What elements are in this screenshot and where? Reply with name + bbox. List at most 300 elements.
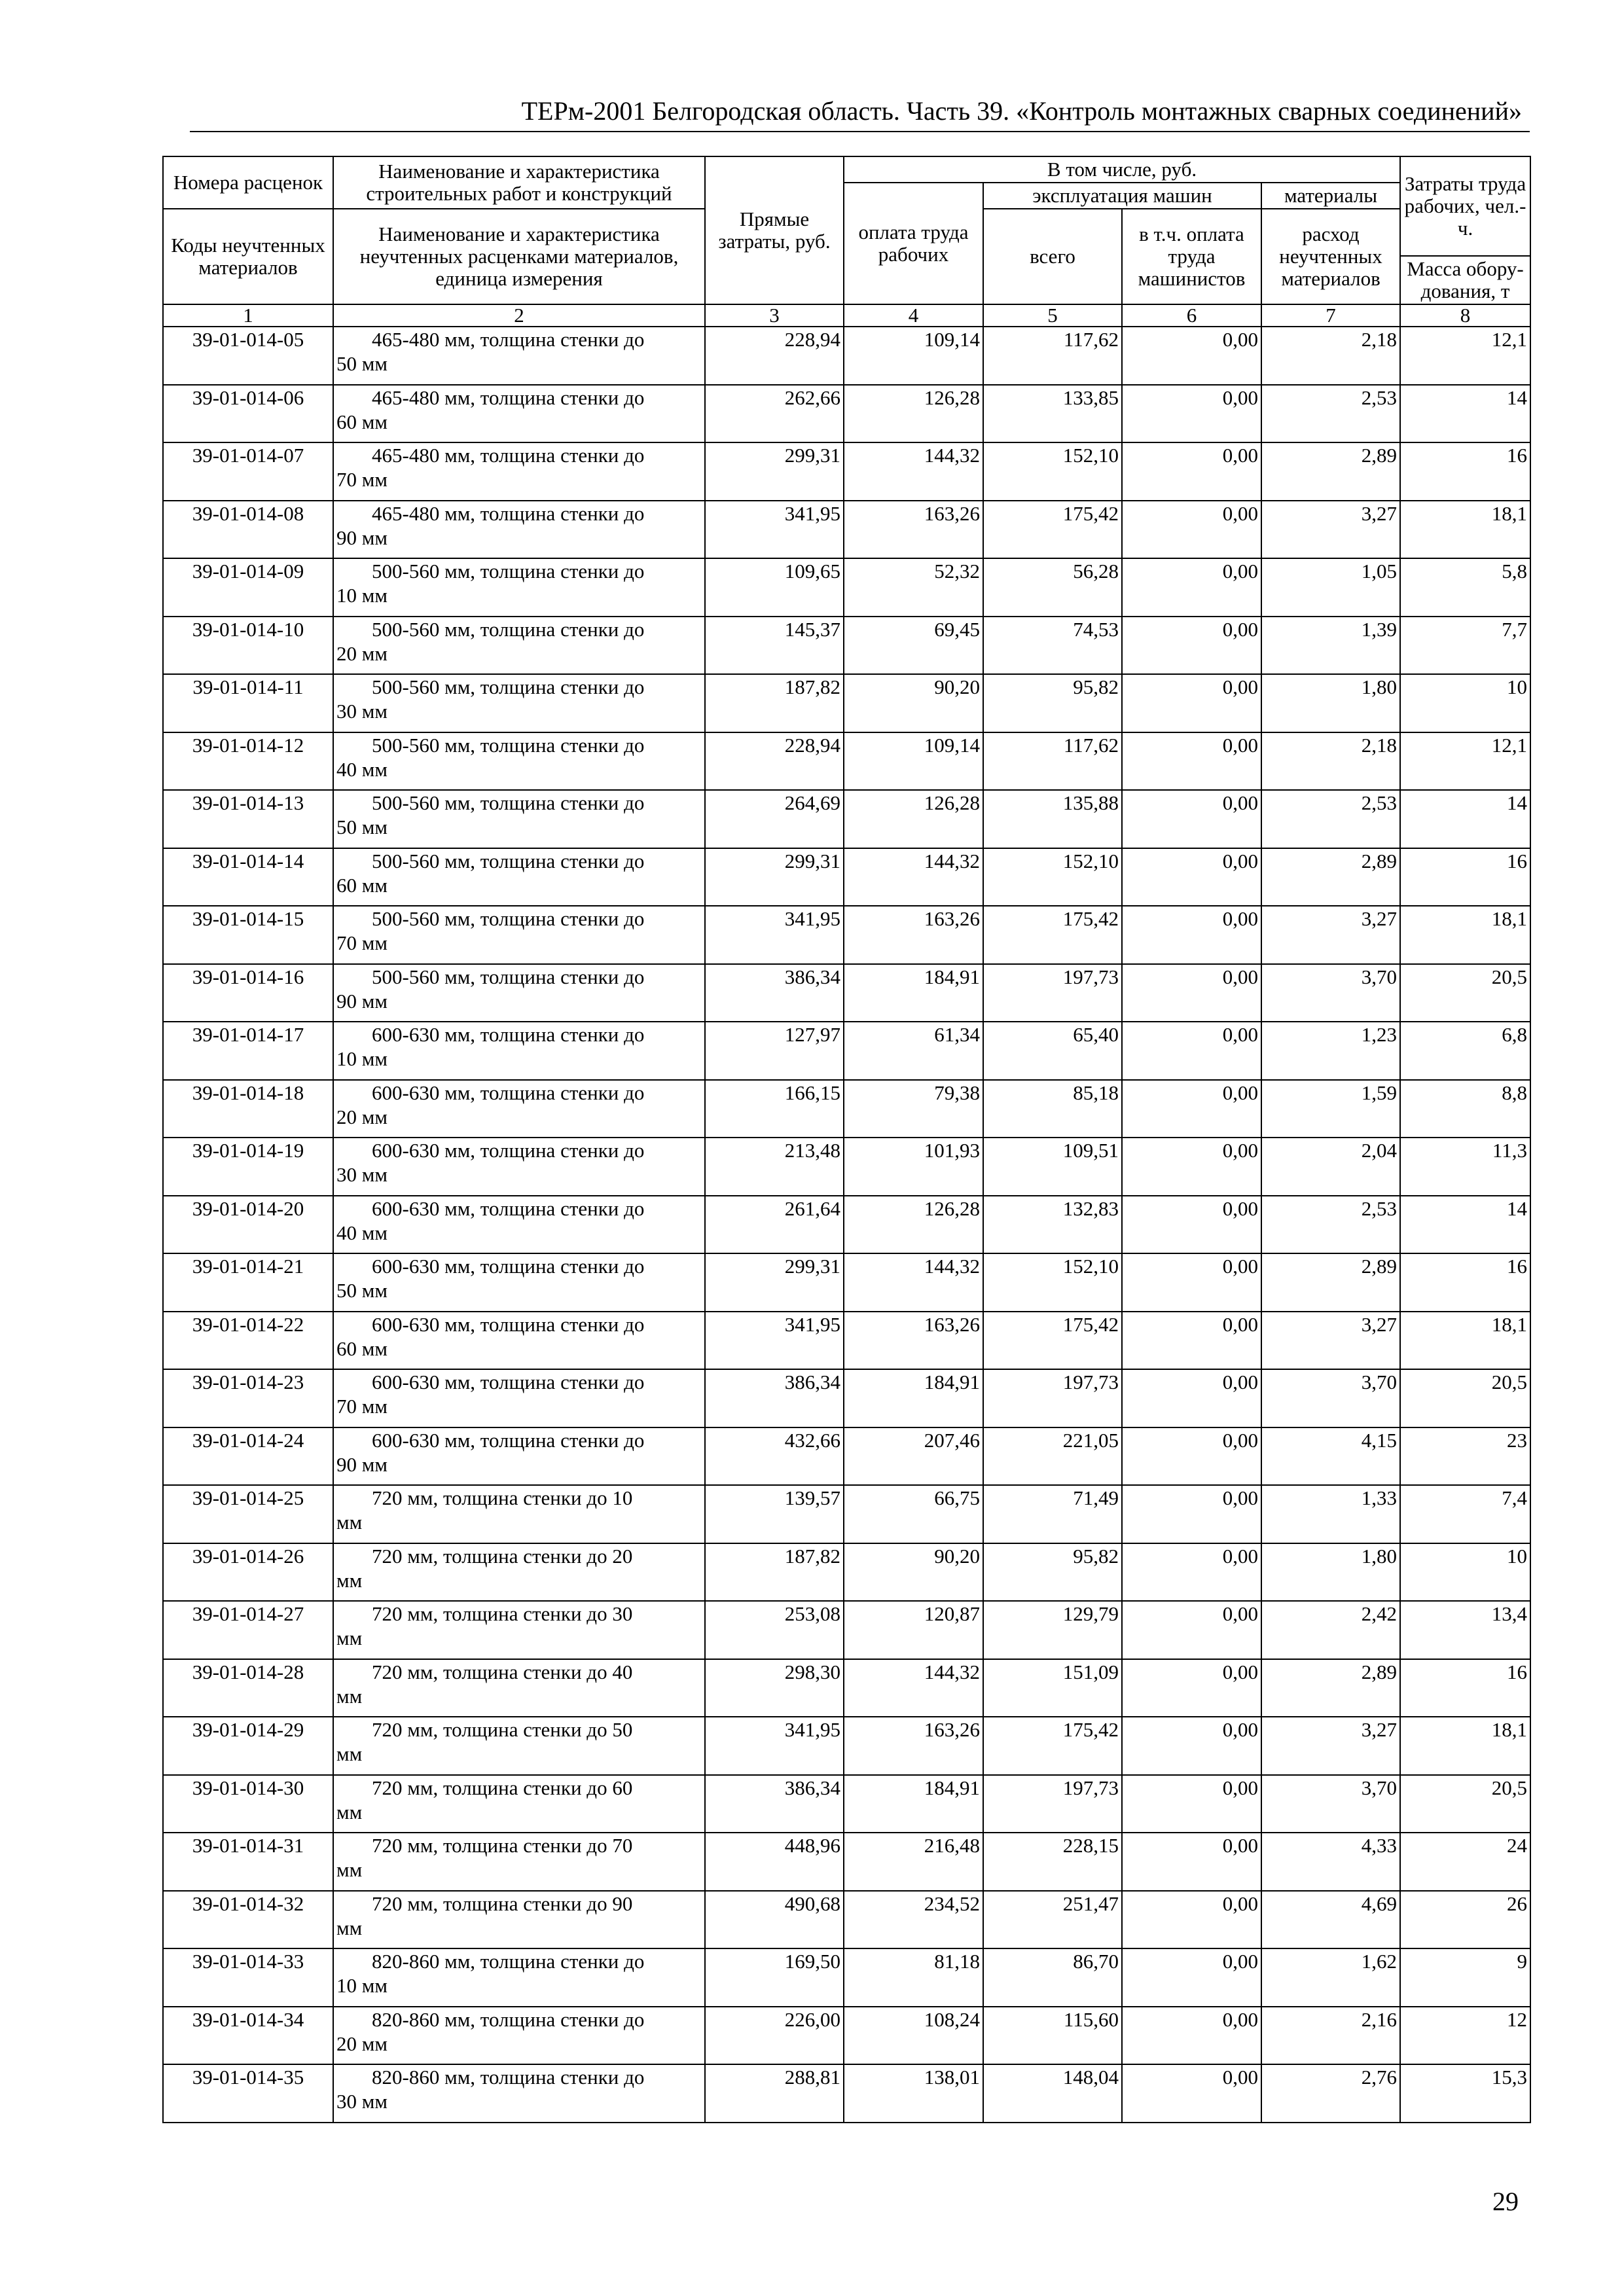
materials-value: 2,53 xyxy=(1261,1196,1400,1254)
materials-value: 1,05 xyxy=(1261,558,1400,617)
work-description-main: 500-560 мм, толщина стенки до xyxy=(372,907,645,930)
materials-value: 2,89 xyxy=(1261,848,1400,906)
labor-pay-value: 101,93 xyxy=(844,1138,983,1196)
labor-hours-value: 24 xyxy=(1400,1833,1530,1891)
work-description-main: 600-630 мм, толщина стенки до xyxy=(372,1371,645,1393)
direct-costs-value: 228,94 xyxy=(705,732,844,791)
labor-pay-value: 163,26 xyxy=(844,906,983,964)
work-description xyxy=(333,1312,705,1370)
machines-total-value: 65,40 xyxy=(983,1022,1122,1080)
machinist-pay-value: 0,00 xyxy=(1122,385,1261,443)
work-description-tail: 40 мм xyxy=(336,757,388,781)
work-description xyxy=(333,617,705,675)
labor-hours-value: 20,5 xyxy=(1400,1369,1530,1427)
rate-code: 39-01-014-23 xyxy=(163,1369,333,1427)
work-description-main: 820-860 мм, толщина стенки до xyxy=(372,2007,645,2031)
materials-value: 2,18 xyxy=(1261,732,1400,791)
column-number: 7 xyxy=(1261,304,1400,327)
work-description-tail: 90 мм xyxy=(336,1452,388,1476)
rate-code: 39-01-014-30 xyxy=(163,1775,333,1833)
rate-code: 39-01-014-05 xyxy=(163,327,333,385)
work-description-tail: 50 мм xyxy=(336,816,388,838)
work-description-main: 500-560 мм, толщина стенки до xyxy=(372,849,645,872)
labor-hours-value: 11,3 xyxy=(1400,1138,1530,1196)
work-description-main: 720 мм, толщина стенки до 60 xyxy=(372,1776,633,1799)
work-description xyxy=(333,385,705,443)
labor-pay-value: 234,52 xyxy=(844,1891,983,1949)
labor-hours-value: 18,1 xyxy=(1400,906,1530,964)
header-equipment-mass: Масса обору-дования, т xyxy=(1400,256,1530,304)
work-description-main: 600-630 мм, толщина стенки до xyxy=(372,1196,645,1220)
direct-costs-value: 341,95 xyxy=(705,1312,844,1370)
machines-total-value: 175,42 xyxy=(983,1312,1122,1370)
labor-hours-value: 14 xyxy=(1400,790,1530,848)
header-material-usage: расход неучтенных материалов xyxy=(1261,209,1400,304)
table-row xyxy=(163,1427,1530,1486)
labor-hours-value: 12,1 xyxy=(1400,327,1530,385)
machinist-pay-value: 0,00 xyxy=(1122,2007,1261,2065)
table-row xyxy=(163,1312,1530,1370)
work-description-tail: мм xyxy=(336,1568,363,1592)
labor-pay-value: 109,14 xyxy=(844,327,983,385)
work-description-main: 720 мм, толщина стенки до 40 xyxy=(372,1660,633,1683)
header-work-name: Наименование и характеристика строительных работ и конструкций xyxy=(333,156,705,209)
rate-code: 39-01-014-08 xyxy=(163,501,333,559)
work-description-tail: 10 мм xyxy=(336,584,388,607)
work-description-tail: 60 мм xyxy=(336,410,388,433)
machines-total-value: 95,82 xyxy=(983,1543,1122,1602)
rate-code: 39-01-014-11 xyxy=(163,674,333,732)
header-machines: эксплуатация машин xyxy=(983,183,1261,209)
machinist-pay-value: 0,00 xyxy=(1122,1891,1261,1949)
rate-code: 39-01-014-16 xyxy=(163,964,333,1022)
materials-value: 2,04 xyxy=(1261,1138,1400,1196)
direct-costs-value: 226,00 xyxy=(705,2007,844,2065)
labor-hours-value: 23 xyxy=(1400,1427,1530,1486)
rate-code: 39-01-014-32 xyxy=(163,1891,333,1949)
work-description-tail: мм xyxy=(336,1800,363,1823)
materials-value: 1,62 xyxy=(1261,1948,1400,2007)
labor-hours-value: 18,1 xyxy=(1400,1717,1530,1775)
labor-pay-value: 144,32 xyxy=(844,442,983,501)
work-description xyxy=(333,906,705,964)
labor-pay-value: 144,32 xyxy=(844,1253,983,1312)
work-description-main: 600-630 мм, толщина стенки до xyxy=(372,1312,645,1336)
materials-value: 3,27 xyxy=(1261,906,1400,964)
labor-pay-value: 207,46 xyxy=(844,1427,983,1486)
table-row xyxy=(163,442,1530,501)
machines-total-value: 117,62 xyxy=(983,732,1122,791)
work-description-main: 600-630 мм, толщина стенки до xyxy=(372,1023,645,1046)
header-material-codes: Коды неучтенных материалов xyxy=(163,209,333,304)
materials-value: 2,53 xyxy=(1261,385,1400,443)
table-row xyxy=(163,385,1530,443)
table-row xyxy=(163,1717,1530,1775)
work-description xyxy=(333,1948,705,2007)
labor-hours-value: 10 xyxy=(1400,1543,1530,1602)
labor-pay-value: 81,18 xyxy=(844,1948,983,2007)
machinist-pay-value: 0,00 xyxy=(1122,501,1261,559)
work-description xyxy=(333,1253,705,1312)
work-description-tail: 10 мм xyxy=(336,1974,388,1997)
work-description-tail: 30 мм xyxy=(336,2090,388,2113)
direct-costs-value: 127,97 xyxy=(705,1022,844,1080)
machinist-pay-value: 0,00 xyxy=(1122,1022,1261,1080)
rate-code: 39-01-014-35 xyxy=(163,2064,333,2123)
direct-costs-value: 448,96 xyxy=(705,1833,844,1891)
table-row xyxy=(163,1601,1530,1659)
work-description-main: 720 мм, толщина стенки до 90 xyxy=(372,1892,633,1915)
rate-code: 39-01-014-13 xyxy=(163,790,333,848)
machinist-pay-value: 0,00 xyxy=(1122,442,1261,501)
labor-pay-value: 69,45 xyxy=(844,617,983,675)
labor-hours-value: 10 xyxy=(1400,674,1530,732)
work-description-tail: мм xyxy=(336,1742,363,1765)
machinist-pay-value: 0,00 xyxy=(1122,1833,1261,1891)
rate-code: 39-01-014-19 xyxy=(163,1138,333,1196)
direct-costs-value: 213,48 xyxy=(705,1138,844,1196)
materials-value: 3,27 xyxy=(1261,501,1400,559)
direct-costs-value: 386,34 xyxy=(705,1775,844,1833)
work-description-main: 500-560 мм, толщина стенки до xyxy=(372,617,645,641)
machinist-pay-value: 0,00 xyxy=(1122,617,1261,675)
materials-value: 3,27 xyxy=(1261,1717,1400,1775)
machines-total-value: 115,60 xyxy=(983,2007,1122,2065)
machinist-pay-value: 0,00 xyxy=(1122,906,1261,964)
work-description xyxy=(333,1427,705,1486)
work-description xyxy=(333,558,705,617)
direct-costs-value: 187,82 xyxy=(705,674,844,732)
materials-value: 1,59 xyxy=(1261,1080,1400,1138)
work-description xyxy=(333,732,705,791)
table-row xyxy=(163,2064,1530,2123)
rate-code: 39-01-014-26 xyxy=(163,1543,333,1602)
table-row xyxy=(163,674,1530,732)
table-body xyxy=(163,327,1530,2123)
materials-value: 3,70 xyxy=(1261,1369,1400,1427)
labor-hours-value: 13,4 xyxy=(1400,1601,1530,1659)
column-number: 1 xyxy=(163,304,333,327)
machinist-pay-value: 0,00 xyxy=(1122,732,1261,791)
table-row xyxy=(163,1138,1530,1196)
machinist-pay-value: 0,00 xyxy=(1122,1717,1261,1775)
machines-total-value: 175,42 xyxy=(983,501,1122,559)
work-description xyxy=(333,327,705,385)
machinist-pay-value: 0,00 xyxy=(1122,1775,1261,1833)
machines-total-value: 175,42 xyxy=(983,906,1122,964)
work-description xyxy=(333,848,705,906)
work-description-main: 720 мм, толщина стенки до 30 xyxy=(372,1602,633,1625)
rate-code: 39-01-014-21 xyxy=(163,1253,333,1312)
rate-code: 39-01-014-34 xyxy=(163,2007,333,2065)
work-description xyxy=(333,1601,705,1659)
rate-code: 39-01-014-20 xyxy=(163,1196,333,1254)
table-row xyxy=(163,1022,1530,1080)
machines-total-value: 85,18 xyxy=(983,1080,1122,1138)
direct-costs-value: 262,66 xyxy=(705,385,844,443)
labor-pay-value: 120,87 xyxy=(844,1601,983,1659)
materials-value: 1,23 xyxy=(1261,1022,1400,1080)
work-description xyxy=(333,1543,705,1602)
work-description-tail: 70 мм xyxy=(336,1395,388,1418)
direct-costs-value: 341,95 xyxy=(705,1717,844,1775)
rate-code: 39-01-014-22 xyxy=(163,1312,333,1370)
machinist-pay-value: 0,00 xyxy=(1122,964,1261,1022)
labor-pay-value: 184,91 xyxy=(844,1369,983,1427)
running-header: ТЕРм-2001 Белгородская область. Часть 39. «Контроль монтажных сварных соединений» xyxy=(521,96,1522,126)
machines-total-value: 71,49 xyxy=(983,1485,1122,1543)
rate-code: 39-01-014-28 xyxy=(163,1659,333,1717)
work-description xyxy=(333,1485,705,1543)
work-description-tail: 90 мм xyxy=(336,526,388,549)
labor-pay-value: 66,75 xyxy=(844,1485,983,1543)
direct-costs-value: 341,95 xyxy=(705,501,844,559)
labor-hours-value: 7,4 xyxy=(1400,1485,1530,1543)
labor-hours-value: 20,5 xyxy=(1400,1775,1530,1833)
rate-code: 39-01-014-14 xyxy=(163,848,333,906)
machines-total-value: 56,28 xyxy=(983,558,1122,617)
work-description xyxy=(333,1717,705,1775)
machines-total-value: 135,88 xyxy=(983,790,1122,848)
machinist-pay-value: 0,00 xyxy=(1122,1138,1261,1196)
direct-costs-value: 298,30 xyxy=(705,1659,844,1717)
work-description-main: 720 мм, толщина стенки до 10 xyxy=(372,1486,633,1509)
rate-code: 39-01-014-07 xyxy=(163,442,333,501)
work-description-tail: мм xyxy=(336,1511,363,1534)
table-row xyxy=(163,1891,1530,1949)
table-row xyxy=(163,1833,1530,1891)
labor-pay-value: 52,32 xyxy=(844,558,983,617)
labor-hours-value: 16 xyxy=(1400,848,1530,906)
direct-costs-value: 253,08 xyxy=(705,1601,844,1659)
machinist-pay-value: 0,00 xyxy=(1122,1485,1261,1543)
work-description xyxy=(333,1022,705,1080)
machines-total-value: 151,09 xyxy=(983,1659,1122,1717)
rate-code: 39-01-014-27 xyxy=(163,1601,333,1659)
direct-costs-value: 228,94 xyxy=(705,327,844,385)
table-row xyxy=(163,1485,1530,1543)
table-row xyxy=(163,501,1530,559)
machines-total-value: 95,82 xyxy=(983,674,1122,732)
work-description-tail: мм xyxy=(336,1626,363,1649)
labor-hours-value: 20,5 xyxy=(1400,964,1530,1022)
machinist-pay-value: 0,00 xyxy=(1122,1312,1261,1370)
work-description-main: 500-560 мм, толщина стенки до xyxy=(372,965,645,988)
column-numbers-row xyxy=(163,304,1530,327)
labor-pay-value: 163,26 xyxy=(844,1717,983,1775)
work-description xyxy=(333,674,705,732)
work-description-main: 720 мм, толщина стенки до 50 xyxy=(372,1718,633,1741)
column-number: 6 xyxy=(1122,304,1261,327)
work-description xyxy=(333,1369,705,1427)
direct-costs-value: 109,65 xyxy=(705,558,844,617)
direct-costs-value: 264,69 xyxy=(705,790,844,848)
work-description-tail: 20 мм xyxy=(336,1105,388,1128)
machinist-pay-value: 0,00 xyxy=(1122,674,1261,732)
labor-pay-value: 184,91 xyxy=(844,964,983,1022)
materials-value: 1,39 xyxy=(1261,617,1400,675)
labor-hours-value: 26 xyxy=(1400,1891,1530,1949)
work-description xyxy=(333,1080,705,1138)
machines-total-value: 117,62 xyxy=(983,327,1122,385)
work-description-tail: мм xyxy=(336,1684,363,1708)
machines-total-value: 197,73 xyxy=(983,1775,1122,1833)
machinist-pay-value: 0,00 xyxy=(1122,1080,1261,1138)
work-description xyxy=(333,501,705,559)
table-row xyxy=(163,732,1530,791)
materials-value: 2,76 xyxy=(1261,2064,1400,2123)
page-number: 29 xyxy=(1492,2187,1519,2216)
machines-total-value: 251,47 xyxy=(983,1891,1122,1949)
column-number: 3 xyxy=(705,304,844,327)
work-description-tail: 50 мм xyxy=(336,352,388,375)
materials-value: 2,89 xyxy=(1261,442,1400,501)
column-number: 2 xyxy=(333,304,705,327)
labor-pay-value: 126,28 xyxy=(844,790,983,848)
materials-value: 2,53 xyxy=(1261,790,1400,848)
work-description-main: 820-860 мм, толщина стенки до xyxy=(372,2066,645,2089)
work-description xyxy=(333,2007,705,2065)
materials-value: 1,80 xyxy=(1261,1543,1400,1602)
labor-pay-value: 109,14 xyxy=(844,732,983,791)
machinist-pay-value: 0,00 xyxy=(1122,1196,1261,1254)
header-labor-hours: Затраты труда рабочих, чел.-ч. xyxy=(1400,156,1530,256)
rate-code: 39-01-014-12 xyxy=(163,732,333,791)
labor-pay-value: 138,01 xyxy=(844,2064,983,2123)
direct-costs-value: 432,66 xyxy=(705,1427,844,1486)
labor-hours-value: 16 xyxy=(1400,1253,1530,1312)
machinist-pay-value: 0,00 xyxy=(1122,1659,1261,1717)
labor-hours-value: 18,1 xyxy=(1400,501,1530,559)
work-description-main: 465-480 мм, толщина стенки до xyxy=(372,386,645,409)
header-materials: материалы xyxy=(1261,183,1400,209)
materials-value: 2,42 xyxy=(1261,1601,1400,1659)
materials-value: 4,15 xyxy=(1261,1427,1400,1486)
materials-value: 2,89 xyxy=(1261,1253,1400,1312)
work-description-tail: 10 мм xyxy=(336,1047,388,1070)
rate-code: 39-01-014-25 xyxy=(163,1485,333,1543)
header-rule xyxy=(190,131,1530,132)
machines-total-value: 221,05 xyxy=(983,1427,1122,1486)
work-description-main: 500-560 мм, толщина стенки до xyxy=(372,675,645,698)
machinist-pay-value: 0,00 xyxy=(1122,848,1261,906)
work-description-main: 720 мм, толщина стенки до 20 xyxy=(372,1544,633,1568)
labor-pay-value: 144,32 xyxy=(844,1659,983,1717)
header-machinist-pay: в т.ч. оплата труда машинистов xyxy=(1122,209,1261,304)
machines-total-value: 86,70 xyxy=(983,1948,1122,2007)
column-number: 5 xyxy=(983,304,1122,327)
direct-costs-value: 386,34 xyxy=(705,1369,844,1427)
table-row xyxy=(163,1775,1530,1833)
labor-pay-value: 216,48 xyxy=(844,1833,983,1891)
machines-total-value: 133,85 xyxy=(983,385,1122,443)
direct-costs-value: 166,15 xyxy=(705,1080,844,1138)
header-direct-costs: Прямые затраты, руб. xyxy=(705,156,844,304)
work-description xyxy=(333,790,705,848)
work-description xyxy=(333,1196,705,1254)
machines-total-value: 175,42 xyxy=(983,1717,1122,1775)
materials-value: 3,70 xyxy=(1261,964,1400,1022)
machines-total-value: 228,15 xyxy=(983,1833,1122,1891)
labor-hours-value: 16 xyxy=(1400,1659,1530,1717)
work-description xyxy=(333,2064,705,2123)
machines-total-value: 152,10 xyxy=(983,442,1122,501)
materials-value: 3,27 xyxy=(1261,1312,1400,1370)
direct-costs-value: 299,31 xyxy=(705,442,844,501)
direct-costs-value: 386,34 xyxy=(705,964,844,1022)
machines-total-value: 197,73 xyxy=(983,964,1122,1022)
header-labor-pay: оплата труда рабочих xyxy=(844,183,983,304)
work-description-tail: 90 мм xyxy=(336,989,388,1013)
work-description-main: 720 мм, толщина стенки до 70 xyxy=(372,1834,633,1857)
rate-code: 39-01-014-18 xyxy=(163,1080,333,1138)
work-description-main: 600-630 мм, толщина стенки до xyxy=(372,1255,645,1278)
rate-code: 39-01-014-10 xyxy=(163,617,333,675)
labor-hours-value: 14 xyxy=(1400,1196,1530,1254)
labor-pay-value: 108,24 xyxy=(844,2007,983,2065)
labor-hours-value: 12 xyxy=(1400,2007,1530,2065)
machinist-pay-value: 0,00 xyxy=(1122,1948,1261,2007)
table-row xyxy=(163,1080,1530,1138)
work-description-tail: 20 мм xyxy=(336,2032,388,2055)
table-row xyxy=(163,1659,1530,1717)
labor-hours-value: 7,7 xyxy=(1400,617,1530,675)
machines-total-value: 197,73 xyxy=(983,1369,1122,1427)
labor-hours-value: 15,3 xyxy=(1400,2064,1530,2123)
machinist-pay-value: 0,00 xyxy=(1122,1253,1261,1312)
work-description-main: 820-860 мм, толщина стенки до xyxy=(372,1950,645,1973)
work-description xyxy=(333,1833,705,1891)
direct-costs-value: 187,82 xyxy=(705,1543,844,1602)
machines-total-value: 152,10 xyxy=(983,848,1122,906)
rate-code: 39-01-014-17 xyxy=(163,1022,333,1080)
materials-value: 1,80 xyxy=(1261,674,1400,732)
direct-costs-value: 139,57 xyxy=(705,1485,844,1543)
labor-hours-value: 9 xyxy=(1400,1948,1530,2007)
work-description-tail: 30 мм xyxy=(336,700,388,723)
work-description xyxy=(333,1775,705,1833)
work-description-tail: 60 мм xyxy=(336,873,388,897)
table-row xyxy=(163,1369,1530,1427)
work-description-main: 600-630 мм, толщина стенки до xyxy=(372,1081,645,1104)
direct-costs-value: 341,95 xyxy=(705,906,844,964)
labor-hours-value: 14 xyxy=(1400,385,1530,443)
work-description-main: 500-560 мм, толщина стенки до xyxy=(372,791,645,814)
work-description xyxy=(333,1138,705,1196)
machines-total-value: 129,79 xyxy=(983,1601,1122,1659)
table-row xyxy=(163,617,1530,675)
work-description-main: 465-480 мм, толщина стенки до xyxy=(372,444,645,467)
labor-pay-value: 61,34 xyxy=(844,1022,983,1080)
materials-value: 1,33 xyxy=(1261,1485,1400,1543)
column-number: 4 xyxy=(844,304,983,327)
materials-value: 2,16 xyxy=(1261,2007,1400,2065)
rates-table xyxy=(162,156,1531,2123)
direct-costs-value: 299,31 xyxy=(705,848,844,906)
work-description xyxy=(333,1891,705,1949)
direct-costs-value: 261,64 xyxy=(705,1196,844,1254)
machinist-pay-value: 0,00 xyxy=(1122,1427,1261,1486)
machinist-pay-value: 0,00 xyxy=(1122,327,1261,385)
header-including: В том числе, руб. xyxy=(844,156,1400,183)
work-description-tail: мм xyxy=(336,1916,363,1939)
header-material-names: Наименование и характеристика неучтенных расценками материалов, единица измерения xyxy=(333,209,705,304)
direct-costs-value: 490,68 xyxy=(705,1891,844,1949)
labor-pay-value: 184,91 xyxy=(844,1775,983,1833)
labor-hours-value: 8,8 xyxy=(1400,1080,1530,1138)
table-row xyxy=(163,906,1530,964)
labor-hours-value: 16 xyxy=(1400,442,1530,501)
